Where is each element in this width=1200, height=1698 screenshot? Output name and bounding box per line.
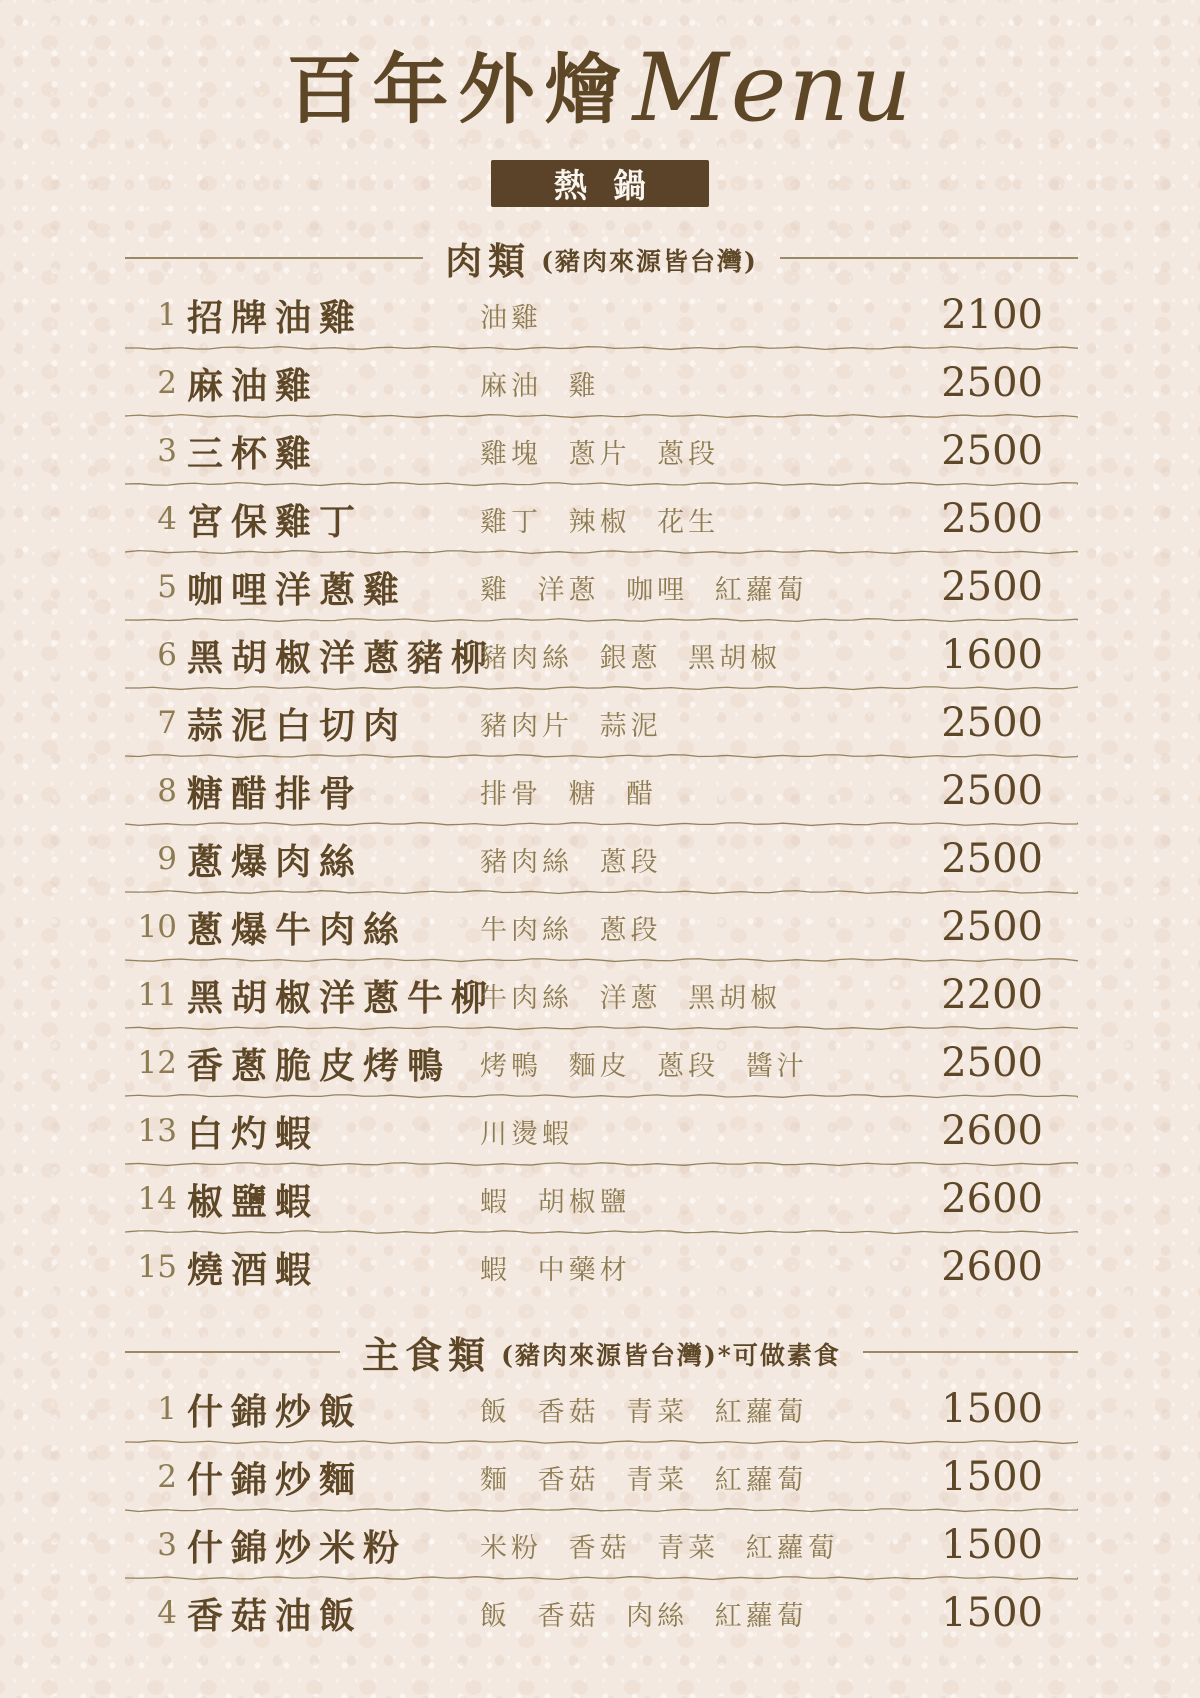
menu-section bbox=[125, 235, 1078, 1301]
item-number: 10 bbox=[137, 909, 177, 945]
item-ingredients: 川燙蝦 bbox=[480, 1118, 573, 1150]
section-note: (豬肉來源皆台灣)*可做素食 bbox=[501, 1341, 841, 1370]
item-name: 麻油雞 bbox=[187, 364, 320, 407]
item-price: 2500 bbox=[941, 496, 1043, 542]
menu-item-row bbox=[125, 281, 1078, 349]
item-ingredients: 牛肉絲 洋蔥 黑胡椒 bbox=[480, 982, 782, 1014]
section-rule-left bbox=[125, 1351, 340, 1353]
item-ingredients: 雞丁 辣椒 花生 bbox=[480, 506, 720, 538]
item-number: 13 bbox=[137, 1113, 177, 1149]
menu-item-row bbox=[125, 961, 1078, 1029]
section-header bbox=[125, 235, 1078, 281]
item-price: 2100 bbox=[941, 292, 1043, 338]
item-name: 燒酒蝦 bbox=[187, 1248, 320, 1291]
section-note: (豬肉來源皆台灣) bbox=[541, 247, 758, 276]
item-ingredients: 烤鴨 麵皮 蔥段 醬汁 bbox=[480, 1050, 808, 1082]
section-title: 肉類 bbox=[445, 239, 532, 283]
item-price: 1500 bbox=[941, 1522, 1043, 1568]
page-title-script: Menu bbox=[632, 34, 914, 143]
item-name: 咖哩洋蔥雞 bbox=[187, 568, 408, 611]
item-name: 什錦炒飯 bbox=[187, 1390, 364, 1433]
item-number: 11 bbox=[137, 977, 177, 1013]
item-number: 1 bbox=[157, 1391, 177, 1427]
item-number: 6 bbox=[157, 637, 177, 673]
section-rows bbox=[125, 1375, 1078, 1647]
item-number: 2 bbox=[157, 1459, 177, 1495]
item-ingredients: 米粉 香菇 青菜 紅蘿蔔 bbox=[480, 1532, 839, 1564]
item-name: 三杯雞 bbox=[187, 432, 320, 475]
menu-item-row bbox=[125, 1233, 1078, 1301]
item-ingredients: 飯 香菇 青菜 紅蘿蔔 bbox=[480, 1396, 808, 1428]
item-name: 黑胡椒洋蔥牛柳 bbox=[187, 976, 496, 1019]
item-price: 1500 bbox=[941, 1454, 1043, 1500]
menu-item-row bbox=[125, 1579, 1078, 1647]
section-rule-right bbox=[780, 257, 1078, 259]
item-name: 糖醋排骨 bbox=[187, 772, 364, 815]
item-name: 香菇油飯 bbox=[187, 1594, 364, 1637]
item-number: 7 bbox=[157, 705, 177, 741]
section-rows bbox=[125, 281, 1078, 1301]
item-ingredients: 麵 香菇 青菜 紅蘿蔔 bbox=[480, 1464, 808, 1496]
item-price: 2200 bbox=[941, 972, 1043, 1018]
item-ingredients: 豬肉絲 銀蔥 黑胡椒 bbox=[480, 642, 782, 674]
item-price: 2500 bbox=[941, 836, 1043, 882]
item-price: 2500 bbox=[941, 428, 1043, 474]
item-number: 4 bbox=[157, 1595, 177, 1631]
item-number: 2 bbox=[157, 365, 177, 401]
item-price: 1500 bbox=[941, 1386, 1043, 1432]
item-ingredients: 飯 香菇 肉絲 紅蘿蔔 bbox=[480, 1600, 808, 1632]
item-price: 1600 bbox=[941, 632, 1043, 678]
item-number: 3 bbox=[157, 433, 177, 469]
item-name: 蔥爆牛肉絲 bbox=[187, 908, 408, 951]
menu-item-row bbox=[125, 1029, 1078, 1097]
menu-body bbox=[0, 235, 1200, 1647]
menu-item-row bbox=[125, 689, 1078, 757]
item-number: 3 bbox=[157, 1527, 177, 1563]
section-rule-left bbox=[125, 257, 423, 259]
item-price: 2500 bbox=[941, 768, 1043, 814]
menu-item-row bbox=[125, 1511, 1078, 1579]
item-ingredients: 豬肉絲 蔥段 bbox=[480, 846, 662, 878]
item-price: 1500 bbox=[941, 1590, 1043, 1636]
item-number: 8 bbox=[157, 773, 177, 809]
hotpot-badge: 熱鍋 bbox=[491, 160, 709, 207]
item-name: 蔥爆肉絲 bbox=[187, 840, 364, 883]
menu-item-row bbox=[125, 621, 1078, 689]
item-name: 香蔥脆皮烤鴨 bbox=[187, 1044, 452, 1087]
menu-item-row bbox=[125, 1375, 1078, 1443]
item-name: 宮保雞丁 bbox=[187, 500, 364, 543]
item-ingredients: 油雞 bbox=[480, 302, 542, 334]
item-name: 什錦炒米粉 bbox=[187, 1526, 408, 1569]
item-name: 招牌油雞 bbox=[187, 296, 364, 339]
menu-item-row bbox=[125, 825, 1078, 893]
item-price: 2500 bbox=[941, 904, 1043, 950]
item-price: 2500 bbox=[941, 1040, 1043, 1086]
item-name: 什錦炒麵 bbox=[187, 1458, 364, 1501]
item-ingredients: 蝦 胡椒鹽 bbox=[480, 1186, 631, 1218]
page-title-chinese: 百年外燴 bbox=[286, 45, 631, 134]
menu-item-row bbox=[125, 553, 1078, 621]
menu-item-row bbox=[125, 757, 1078, 825]
section-header bbox=[125, 1329, 1078, 1375]
menu-item-row bbox=[125, 417, 1078, 485]
item-ingredients: 雞 洋蔥 咖哩 紅蘿蔔 bbox=[480, 574, 808, 606]
item-number: 12 bbox=[137, 1045, 177, 1081]
item-ingredients: 麻油 雞 bbox=[480, 370, 600, 402]
item-number: 15 bbox=[137, 1249, 177, 1285]
item-ingredients: 排骨 糖 醋 bbox=[480, 778, 658, 810]
menu-item-row bbox=[125, 349, 1078, 417]
item-number: 9 bbox=[157, 841, 177, 877]
item-price: 2600 bbox=[941, 1244, 1043, 1290]
item-ingredients: 雞塊 蔥片 蔥段 bbox=[480, 438, 720, 470]
section-rule-right bbox=[863, 1351, 1078, 1353]
item-price: 2500 bbox=[941, 564, 1043, 610]
item-number: 1 bbox=[157, 297, 177, 333]
item-number: 5 bbox=[157, 569, 177, 605]
item-name: 白灼蝦 bbox=[187, 1112, 320, 1155]
item-ingredients: 牛肉絲 蔥段 bbox=[480, 914, 662, 946]
page-title bbox=[0, 34, 1200, 146]
menu-item-row bbox=[125, 1097, 1078, 1165]
item-number: 14 bbox=[137, 1181, 177, 1217]
item-price: 2600 bbox=[941, 1108, 1043, 1154]
category-badge-wrap bbox=[0, 160, 1200, 207]
item-price: 2500 bbox=[941, 700, 1043, 746]
menu-item-row bbox=[125, 893, 1078, 961]
section-title: 主食類 bbox=[362, 1333, 492, 1377]
menu-item-row bbox=[125, 1165, 1078, 1233]
item-name: 椒鹽蝦 bbox=[187, 1180, 320, 1223]
menu-section bbox=[125, 1329, 1078, 1647]
item-number: 4 bbox=[157, 501, 177, 537]
item-ingredients: 豬肉片 蒜泥 bbox=[480, 710, 662, 742]
item-name: 蒜泥白切肉 bbox=[187, 704, 408, 747]
item-price: 2600 bbox=[941, 1176, 1043, 1222]
menu-item-row bbox=[125, 1443, 1078, 1511]
item-name: 黑胡椒洋蔥豬柳 bbox=[187, 636, 496, 679]
item-price: 2500 bbox=[941, 360, 1043, 406]
item-ingredients: 蝦 中藥材 bbox=[480, 1254, 631, 1286]
menu-item-row bbox=[125, 485, 1078, 553]
